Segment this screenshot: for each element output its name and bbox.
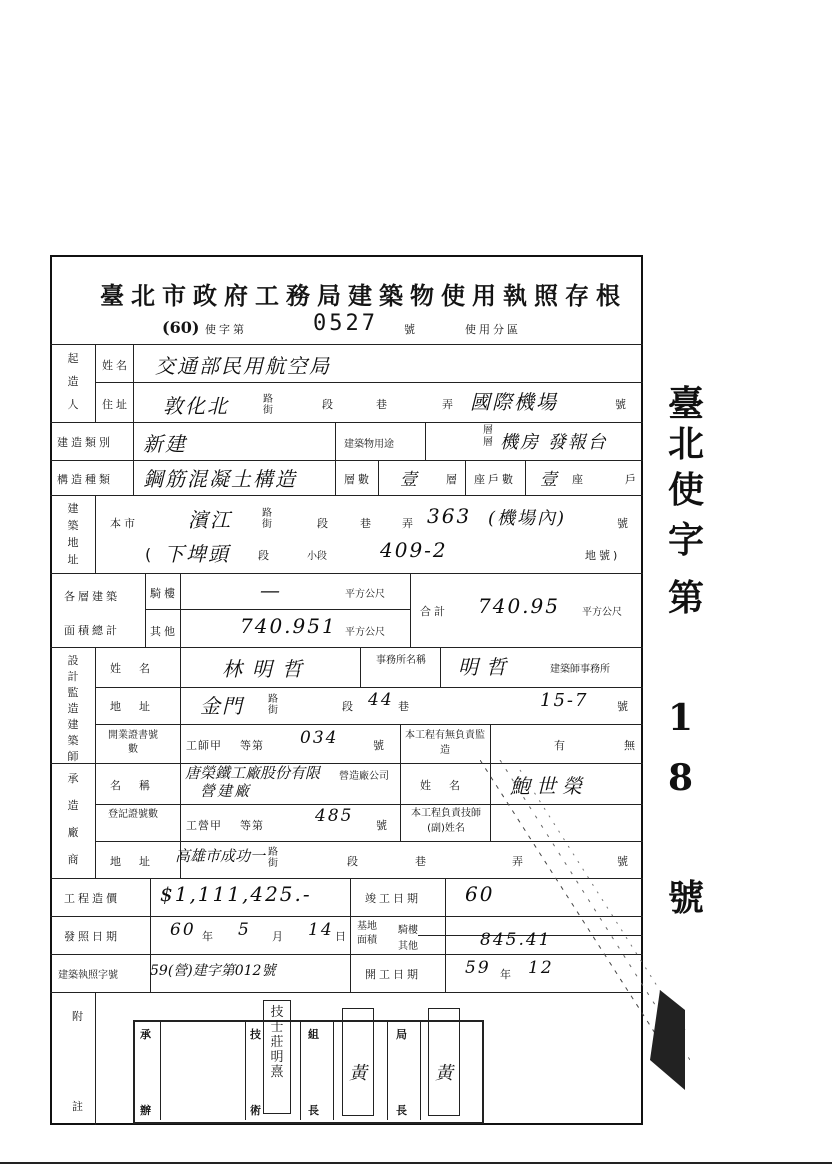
- side-char: 第: [668, 577, 705, 619]
- designer-office-suffix: 建築師事務所: [550, 664, 610, 675]
- chief-label-bottom: 長: [396, 1104, 410, 1117]
- site-note: (機場內): [488, 508, 567, 529]
- designer-section-char: 造: [67, 702, 79, 715]
- head-seal-stamp: [342, 1008, 374, 1116]
- other-area-unit: 平方公尺: [345, 627, 385, 638]
- designer-license-label: 開業證書號數: [108, 730, 158, 755]
- contractor-alley-label: 弄: [512, 855, 526, 868]
- contractor-reg-prefix: 等第: [240, 819, 264, 832]
- side-char: 北: [668, 423, 705, 465]
- arcade-label: 騎樓: [150, 587, 178, 600]
- area-label-top: 各層建築: [64, 590, 120, 603]
- rule: [245, 1020, 246, 1120]
- clerk-label-top: 承: [140, 1028, 154, 1041]
- designer-name-label: 姓名: [110, 662, 168, 675]
- tech-seal-stamp: [263, 1000, 291, 1114]
- contractor-company-label: 營造廠公司: [339, 771, 389, 782]
- rule: [145, 609, 410, 610]
- designer-section-char: 計: [67, 670, 79, 683]
- rule: [490, 724, 491, 763]
- contractor-tech-label: 本工程負責技師(副)姓名: [411, 808, 481, 834]
- site-section-label: 段: [317, 517, 331, 530]
- contractor-lane-label: 巷: [415, 855, 429, 868]
- rule: [360, 647, 361, 687]
- arcade-value: —: [260, 578, 282, 602]
- rule: [50, 647, 643, 648]
- contractor-section-char: 承: [67, 772, 79, 785]
- rule: [180, 573, 181, 647]
- rule: [400, 724, 401, 763]
- building-use-label: 建築物用途: [344, 439, 394, 450]
- site-section-char: 建: [67, 502, 79, 515]
- permit-suffix: 號: [404, 323, 418, 336]
- rule: [133, 422, 134, 495]
- site-lot-label: 地號): [585, 549, 621, 562]
- contractor-section-char: 造: [67, 799, 79, 812]
- issue-month-unit: 月: [272, 930, 286, 943]
- site-number-label: 號: [617, 517, 631, 530]
- base-other-label: 其他: [398, 941, 418, 952]
- site-lane-label: 巷: [360, 517, 374, 530]
- tech-label-top: 技: [250, 1028, 264, 1041]
- tech-stamp-text: 技士莊明熹: [270, 1005, 284, 1080]
- rule: [95, 495, 96, 573]
- designer-alley-no: 15-7: [540, 690, 589, 711]
- contractor-number-label: 號: [617, 855, 631, 868]
- applicant-name: 交通部民用航空局: [155, 354, 331, 378]
- contractor-road-label: 路街: [268, 847, 278, 869]
- contractor-section-label: 段: [347, 855, 361, 868]
- site-lot: 409-2: [380, 538, 448, 562]
- contractor-reg-grade: 工營甲: [186, 819, 222, 832]
- applicant-section-char: 造: [67, 375, 79, 388]
- other-area-label: 其他: [150, 625, 178, 638]
- designer-number-label: 號: [617, 700, 631, 713]
- chief-label-top: 局: [396, 1028, 410, 1041]
- designer-license-prefix: 等第: [240, 739, 264, 752]
- site-district-label: 段: [258, 549, 272, 562]
- site-alley-label: 弄: [402, 517, 416, 530]
- designer-lane-label: 巷: [398, 700, 412, 713]
- scan-streak: [480, 760, 690, 1090]
- rule: [387, 1020, 388, 1120]
- side-char: 8: [668, 757, 694, 799]
- total-area-unit: 平方公尺: [582, 607, 622, 618]
- construction-permit-label: 建築執照字號: [58, 970, 118, 981]
- rule: [333, 1020, 334, 1120]
- rule: [95, 382, 643, 383]
- head-stamp-text: 黃: [349, 1063, 367, 1084]
- contractor-person-name: 鮑世榮: [510, 774, 588, 798]
- designer-supervise-value: 有: [554, 739, 568, 752]
- households-unit-2: 戶: [625, 473, 639, 486]
- side-char: 號: [668, 877, 705, 919]
- floors-label: 層數: [344, 473, 372, 486]
- rule: [465, 460, 466, 495]
- permit-prefix: 使字第: [205, 323, 247, 336]
- contractor-name-line2: 營建廠: [200, 782, 252, 800]
- site-district: 下埤頭: [164, 542, 230, 566]
- designer-name: 林明哲: [222, 657, 312, 681]
- rule: [50, 422, 643, 423]
- floors-value: 壹: [400, 470, 419, 490]
- applicant-alley-label: 弄: [442, 398, 456, 411]
- site-section-char: 築: [67, 519, 79, 532]
- head-label-top: 組: [308, 1028, 322, 1041]
- designer-lane-no: 44: [368, 690, 394, 710]
- rule: [420, 1020, 421, 1120]
- applicant-address-place: 國際機場: [470, 390, 558, 414]
- completion-value: 60: [465, 882, 495, 906]
- head-label-bottom: 長: [308, 1104, 322, 1117]
- applicant-road-label: 路街: [263, 394, 273, 416]
- start-year-unit: 年: [500, 968, 514, 981]
- floors-unit: 層: [446, 473, 460, 486]
- issue-year: 60: [170, 920, 196, 940]
- rule: [180, 647, 181, 763]
- site-paren: (: [145, 545, 155, 564]
- rule: [145, 573, 146, 647]
- designer-section-char: 設: [67, 654, 79, 667]
- rule: [50, 460, 643, 461]
- tech-label-bottom: 術: [250, 1104, 264, 1117]
- designer-section-char: 監: [67, 686, 79, 699]
- rule: [50, 344, 643, 345]
- start-year: 59: [465, 958, 491, 978]
- rule: [50, 573, 643, 574]
- structure-label: 構造種類: [57, 473, 113, 486]
- rule: [378, 460, 379, 495]
- site-city-label: 本市: [110, 517, 138, 530]
- rule: [95, 687, 643, 688]
- designer-address-label: 地址: [110, 700, 168, 713]
- issue-year-unit: 年: [202, 930, 216, 943]
- applicant-address-road: 敦化北: [163, 394, 229, 418]
- designer-section-label: 段: [342, 700, 356, 713]
- rule: [160, 1020, 161, 1120]
- chief-stamp-text: 黃: [435, 1063, 453, 1084]
- cost-value: $1,111,425.-: [160, 882, 312, 906]
- rule: [300, 1020, 301, 1120]
- applicant-section-char: 人: [67, 398, 79, 411]
- contractor-address-label: 地址: [110, 855, 168, 868]
- rule: [410, 573, 411, 647]
- designer-license-no: 034: [300, 728, 339, 748]
- applicant-number-label: 號: [615, 398, 629, 411]
- total-area-value: 740.95: [478, 594, 560, 618]
- site-section-char: 址: [67, 553, 79, 566]
- site-sub-label: 小段: [307, 551, 327, 562]
- rule: [425, 422, 426, 460]
- chief-seal-stamp: [428, 1008, 460, 1116]
- side-char: 1: [668, 697, 694, 739]
- designer-office-label: 事務所名稱: [376, 655, 426, 666]
- rule: [95, 763, 96, 878]
- designer-office-name: 明哲: [458, 655, 514, 679]
- issue-label: 發照日期: [64, 930, 120, 943]
- permit-number: 0527: [313, 311, 378, 336]
- designer-license-suffix: 號: [373, 739, 387, 752]
- area-label-bottom: 面積總計: [64, 624, 120, 637]
- structure-value: 鋼筋混凝土構造: [143, 467, 297, 491]
- side-char: 使: [668, 469, 705, 511]
- rule: [95, 344, 96, 422]
- rule: [95, 992, 96, 1125]
- rule: [95, 724, 643, 725]
- building-use-value: 機房 發報台: [500, 432, 608, 453]
- completion-label: 竣工日期: [365, 892, 421, 905]
- start-month: 12: [528, 958, 554, 978]
- designer-section-char: 師: [67, 750, 79, 763]
- side-char: 臺: [668, 383, 705, 425]
- contractor-section-char: 廠: [67, 826, 79, 839]
- applicant-lane-label: 巷: [376, 398, 390, 411]
- contractor-reg-no: 485: [315, 806, 354, 826]
- arcade-unit: 平方公尺: [345, 589, 385, 600]
- contractor-section-char: 商: [67, 853, 79, 866]
- cost-label: 工程造價: [64, 892, 120, 905]
- applicant-section-char: 起: [67, 352, 79, 365]
- rule: [335, 422, 336, 460]
- zone-label: 使用分區: [465, 323, 521, 336]
- contractor-name-label: 名稱: [110, 779, 168, 792]
- site-section-char: 地: [67, 536, 79, 549]
- rule: [95, 647, 96, 763]
- clerk-label-bottom: 辦: [140, 1104, 154, 1117]
- designer-supervise-value-2: 無: [624, 739, 638, 752]
- designer-section-char: 築: [67, 734, 79, 747]
- rule: [350, 878, 351, 992]
- permit-year: (60): [162, 318, 200, 337]
- designer-supervise-label: 本工程有無負責監造: [405, 730, 485, 756]
- contractor-reg-label: 登記證號數: [108, 809, 158, 820]
- side-char: 字: [668, 519, 705, 561]
- rule: [133, 344, 134, 422]
- rule: [440, 647, 441, 687]
- base-arcade-label: 騎樓: [398, 925, 418, 936]
- base-area-value: 845.41: [480, 930, 552, 950]
- contractor-address-value: 高雄市成功一: [175, 847, 266, 865]
- page-edge: [0, 1162, 832, 1164]
- contractor-name-line1: 唐榮鐵工廠股份有限: [185, 764, 321, 782]
- rule: [50, 495, 643, 496]
- site-road-label: 路街: [262, 508, 272, 530]
- households-value: 壹: [540, 470, 559, 490]
- issue-day: 14: [308, 920, 334, 940]
- other-area-value: 740.951: [240, 614, 337, 638]
- building-use-floor-mark: 層 層: [483, 425, 493, 448]
- construction-permit-value: 59(營)建字第012號: [150, 963, 276, 979]
- site-road: 濱江: [188, 508, 232, 532]
- contractor-person-label: 姓名: [420, 779, 478, 792]
- base-area-label: 基地面積: [357, 921, 377, 946]
- total-area-label: 合計: [420, 605, 448, 618]
- issue-month: 5: [238, 920, 251, 940]
- remarks-label-top: 附: [72, 1010, 86, 1023]
- building-type-value: 新建: [143, 432, 187, 456]
- issue-day-unit: 日: [335, 930, 349, 943]
- designer-road-label: 路街: [268, 694, 278, 716]
- rule: [445, 878, 446, 992]
- applicant-address-label: 住址: [102, 398, 130, 411]
- rule: [335, 460, 336, 495]
- applicant-section-label: 段: [322, 398, 336, 411]
- remarks-label-bottom: 註: [72, 1100, 86, 1113]
- building-type-label: 建造類別: [57, 436, 113, 449]
- site-alley-no: 363: [427, 504, 472, 528]
- applicant-name-label: 姓名: [102, 359, 130, 372]
- rule: [525, 460, 526, 495]
- designer-address-road: 金門: [200, 694, 244, 718]
- designer-license-grade: 工師甲: [186, 739, 222, 752]
- document-title: 臺北市政府工務局建築物使用執照存根: [100, 281, 627, 310]
- designer-section-char: 建: [67, 718, 79, 731]
- households-unit: 座: [572, 473, 586, 486]
- start-date-label: 開工日期: [365, 968, 421, 981]
- households-label: 座戶數: [474, 473, 516, 486]
- contractor-reg-suffix: 號: [376, 819, 390, 832]
- rule: [400, 763, 401, 841]
